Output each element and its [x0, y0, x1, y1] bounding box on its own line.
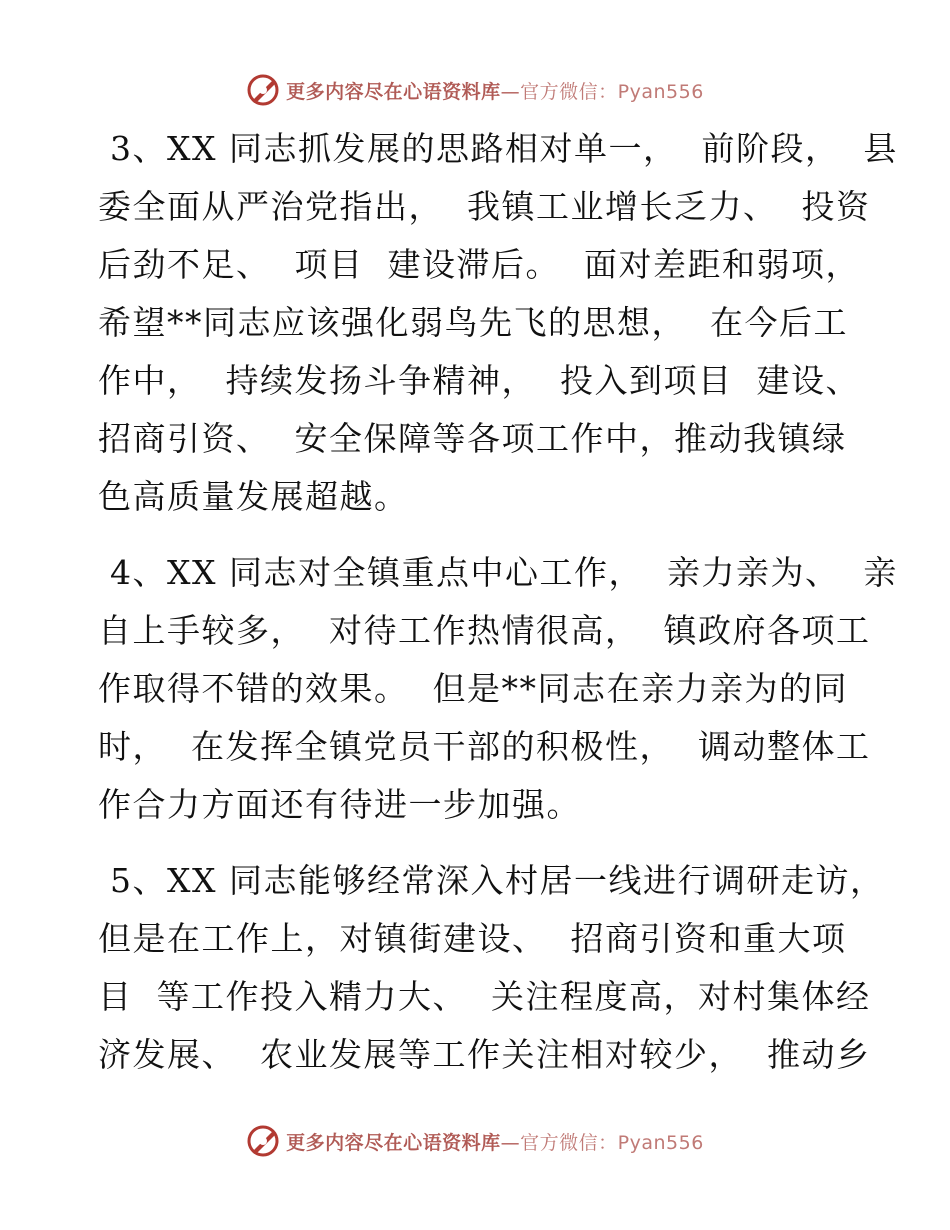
pen-logo-icon [246, 1124, 280, 1158]
text-line: 作取得不错的效果。 但是**同志在亲力亲为的同 [98, 669, 848, 708]
text-line: 色高质量发展超越。 [98, 477, 409, 516]
text-line: 希望**同志应该强化弱鸟先飞的思想， 在今后工 [98, 303, 848, 342]
header-banner-text: 更多内容尽在心语资料库—官方微信：Pyan556 [286, 80, 704, 103]
text-line: 4、XX 同志对全镇重点中心工作， 亲力亲为、 亲 [98, 553, 898, 592]
text-line: 作中， 持续发扬斗争精神， 投入到项目 建设、 [98, 361, 860, 400]
text-line: 5、XX 同志能够经常深入村居一线进行调研走访， [98, 861, 885, 900]
text-line: 3、XX 同志抓发展的思路相对单一， 前阶段， 县 [98, 129, 898, 168]
paragraph-5 [98, 852, 885, 1084]
paragraph-3 [98, 120, 898, 526]
footer-banner-text: 更多内容尽在心语资料库—官方微信：Pyan556 [286, 1131, 704, 1154]
text-line: 济发展、 农业发展等工作关注相对较少， 推动乡 [98, 1035, 871, 1074]
header-watermark-banner [0, 70, 950, 110]
document-body [98, 120, 898, 1084]
pen-logo-icon [246, 73, 280, 107]
text-line: 时， 在发挥全镇党员干部的积极性， 调动整体工 [98, 727, 871, 766]
text-line: 后劲不足、 项目 建设滞后。 面对差距和弱项， [98, 245, 860, 284]
text-line: 自上手较多， 对待工作热情很高， 镇政府各项工 [98, 611, 871, 650]
text-line: 但是在工作上，对镇街建设、 招商引资和重大项 [98, 919, 847, 958]
paragraph-4 [98, 544, 898, 834]
footer-watermark-banner [0, 1121, 950, 1161]
text-line: 委全面从严治党指出， 我镇工业增长乏力、 投资 [98, 187, 871, 226]
text-line: 作合力方面还有待进一步加强。 [98, 785, 581, 824]
text-line: 招商引资、 安全保障等各项工作中，推动我镇绿 [98, 419, 847, 458]
text-line: 目 等工作投入精力大、 关注程度高，对村集体经 [98, 977, 871, 1016]
